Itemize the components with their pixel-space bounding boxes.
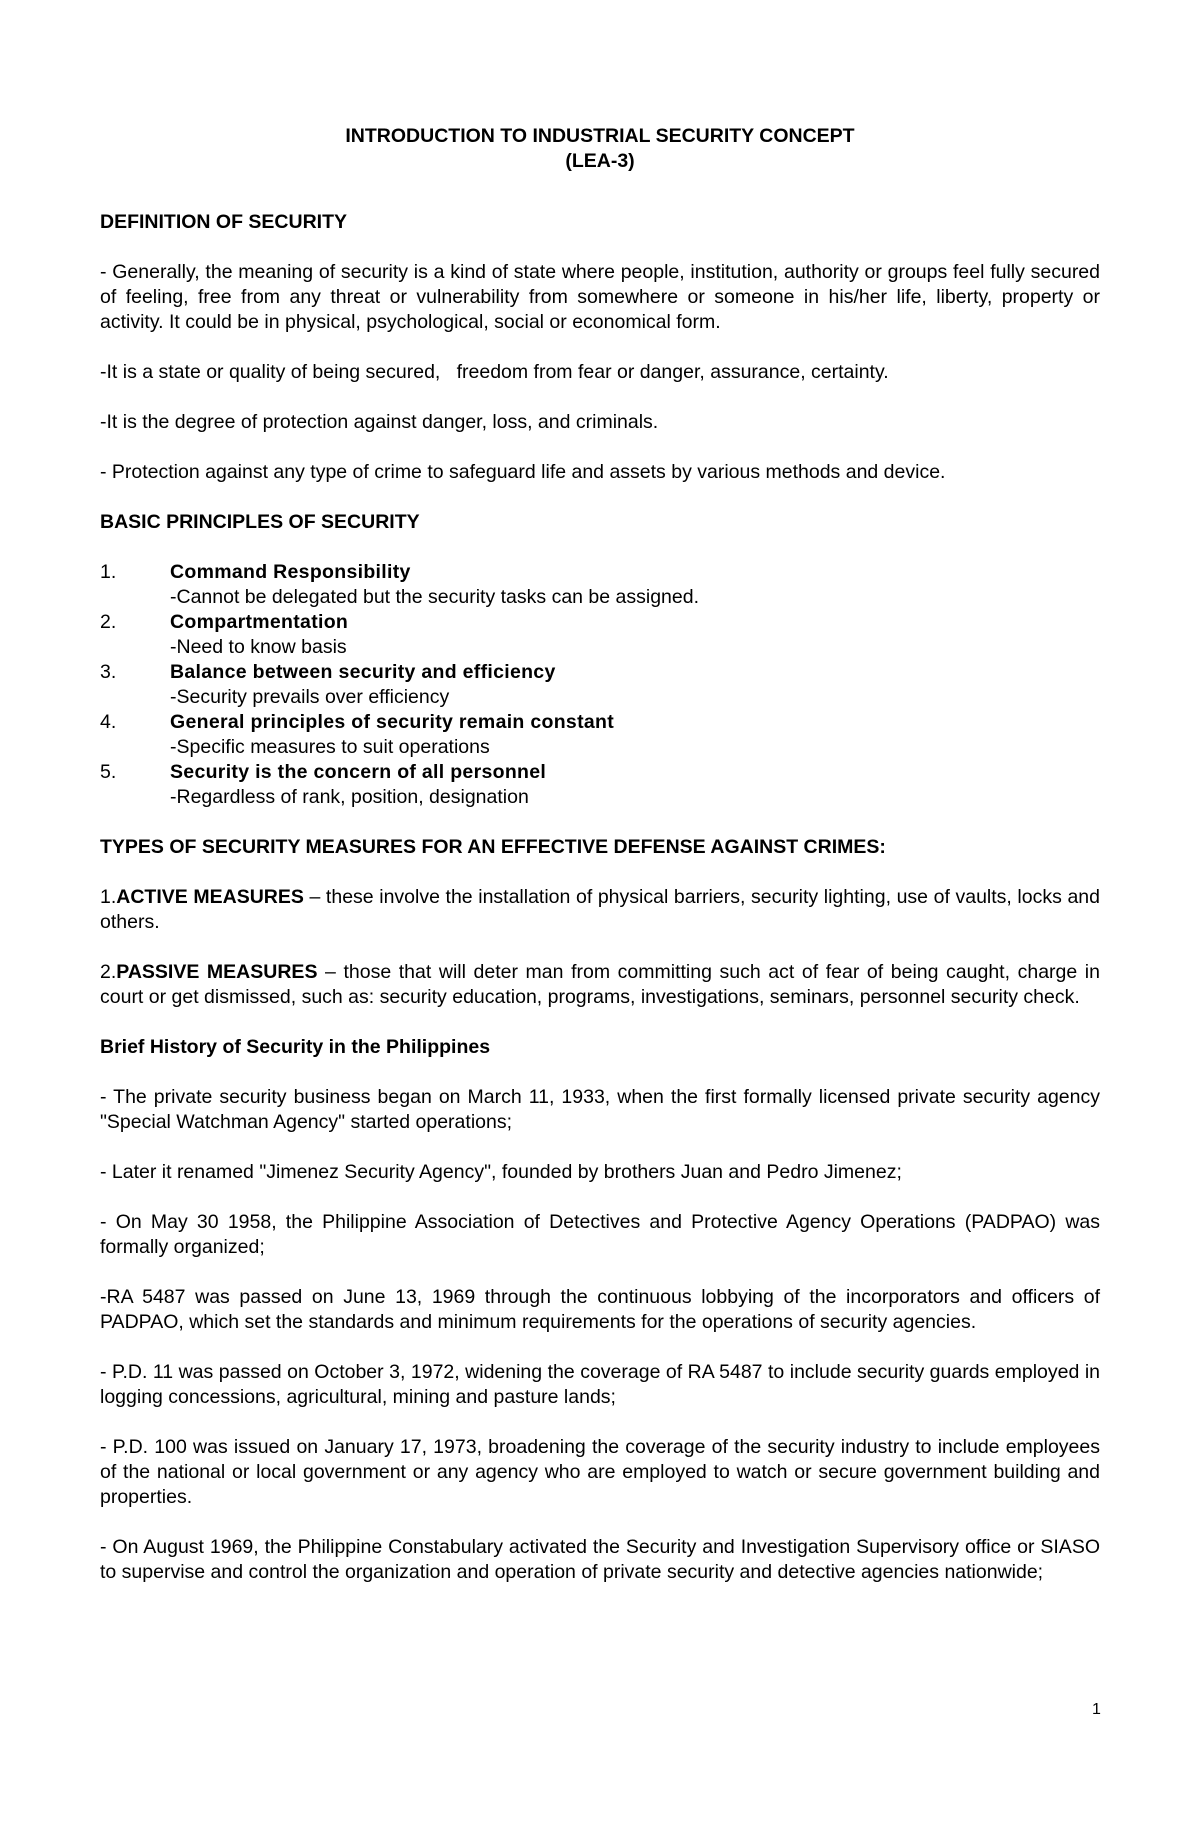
measure-paragraph: [100, 885, 1100, 935]
history-paragraph: - The private security business began on March 11, 1933, when the first formally licensed private security agency "Special Watchman Agency" started operations;: [100, 1086, 1100, 1133]
principles-list: [100, 560, 1100, 810]
principle-title: General principles of security remain constant: [170, 711, 615, 733]
principle-title: Command Responsibility: [170, 561, 411, 583]
document-body: [100, 124, 1100, 1585]
principle-description: -Need to know basis: [170, 636, 347, 658]
history-paragraph: - On August 1969, the Philippine Constabulary activated the Security and Investigation Supervisory office or SIASO to supervise and control the organization and operation of private security and detective agencies nationwide;: [100, 1536, 1100, 1583]
history-paragraph: - Later it renamed "Jimenez Security Agency", founded by brothers Juan and Pedro Jimenez;: [100, 1161, 902, 1183]
list-number: 5.: [100, 761, 117, 783]
page-number: 1: [1092, 1701, 1101, 1718]
definition-paragraph: -It is the degree of protection against danger, loss, and criminals.: [100, 411, 659, 433]
list-item: [100, 710, 1100, 760]
list-item: [100, 760, 1100, 810]
definition-paragraph: -It is a state or quality of being secured, freedom from fear or danger, assurance, certainty.: [100, 361, 889, 383]
principle-description: -Regardless of rank, position, designation: [170, 786, 529, 808]
document-subtitle: (LEA-3): [565, 150, 635, 172]
document-title: INTRODUCTION TO INDUSTRIAL SECURITY CONCEPT: [345, 125, 855, 147]
history-paragraph: - On May 30 1958, the Philippine Association of Detectives and Protective Agency Operations (PADPAO) was formally organized;: [100, 1211, 1100, 1258]
list-item: [100, 660, 1100, 710]
history-paragraph: - P.D. 100 was issued on January 17, 1973, broadening the coverage of the security industry to include employees of the national or local government or any agency who are employed to watch or secure government building and properties.: [100, 1436, 1100, 1508]
definition-heading: DEFINITION OF SECURITY: [100, 211, 348, 233]
measures-heading: TYPES OF SECURITY MEASURES FOR AN EFFECTIVE DEFENSE AGAINST CRIMES:: [100, 836, 886, 858]
definition-paragraph: - Generally, the meaning of security is a kind of state where people, institution, authority or groups feel fully secured of feeling, free from any threat or vulnerability from somewhere or someone in his/her life, liberty, property or activity. It could be in physical, psychological, social or economical form.: [100, 261, 1100, 333]
definition-paragraph: - Protection against any type of crime to safeguard life and assets by various methods and device.: [100, 461, 946, 483]
list-item: [100, 610, 1100, 660]
measure-title: ACTIVE MEASURES: [116, 886, 304, 908]
measure-title: PASSIVE MEASURES: [116, 961, 318, 983]
principle-description: -Cannot be delegated but the security tasks can be assigned.: [170, 586, 700, 608]
measure-number: 2.: [100, 961, 117, 983]
measure-number: 1.: [100, 886, 117, 908]
list-item: [100, 560, 1100, 610]
list-number: 3.: [100, 661, 117, 683]
principle-title: Security is the concern of all personnel: [170, 761, 547, 783]
list-number: 2.: [100, 611, 117, 633]
history-paragraph: -RA 5487 was passed on June 13, 1969 through the continuous lobbying of the incorporators and officers of PADPAO, which set the standards and minimum requirements for the operations of security agencies.: [100, 1286, 1100, 1333]
history-heading: Brief History of Security in the Philippines: [100, 1036, 491, 1058]
principle-title: Compartmentation: [170, 611, 349, 633]
principles-heading: BASIC PRINCIPLES OF SECURITY: [100, 511, 420, 533]
measure-text: – those that will deter man from committing such act of fear of being caught, charge in court or get dismissed, such as: security education, programs, investigations, seminars, personnel security check.: [100, 961, 1100, 1008]
principle-title: Balance between security and efficiency: [170, 661, 556, 683]
measure-paragraph: [100, 960, 1100, 1010]
list-number: 4.: [100, 711, 117, 733]
list-number: 1.: [100, 561, 117, 583]
principle-description: -Specific measures to suit operations: [170, 736, 490, 758]
measure-text: – these involve the installation of physical barriers, security lighting, use of vaults, locks and others.: [100, 886, 1100, 933]
principle-description: -Security prevails over efficiency: [170, 686, 450, 708]
history-paragraph: - P.D. 11 was passed on October 3, 1972, widening the coverage of RA 5487 to include security guards employed in logging concessions, agricultural, mining and pasture lands;: [100, 1361, 1100, 1408]
